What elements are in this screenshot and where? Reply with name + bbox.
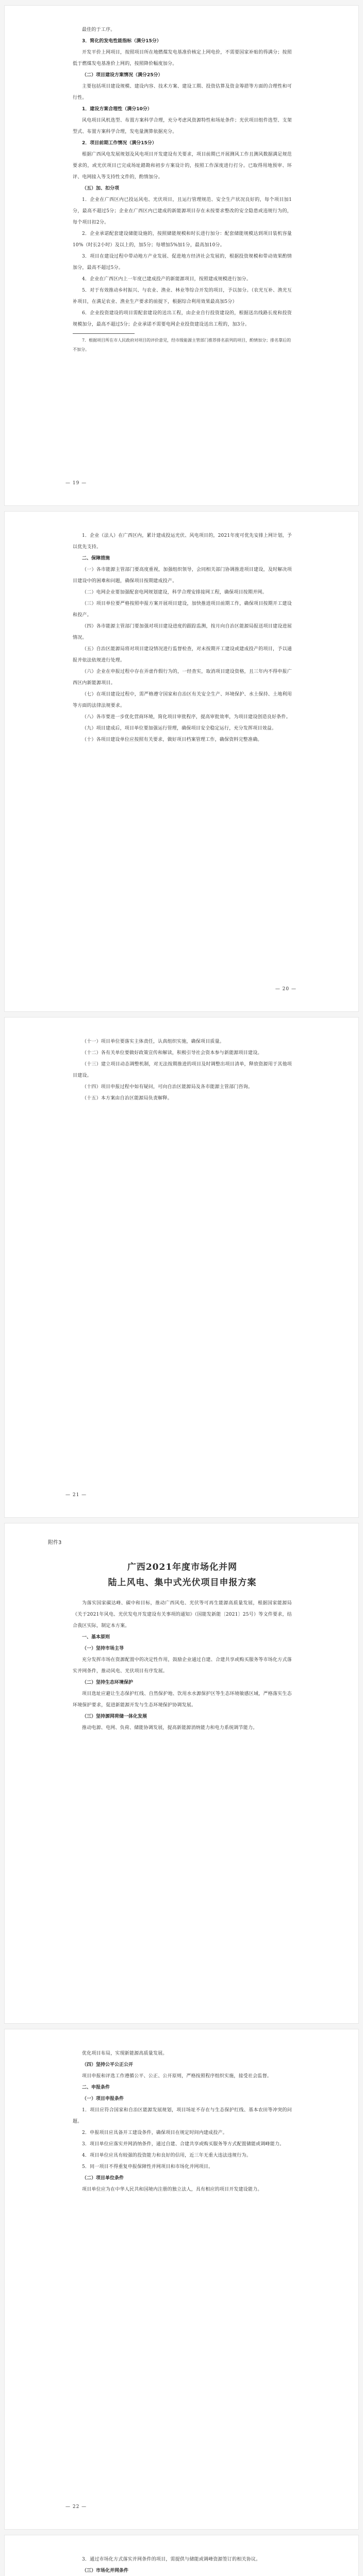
document-page [4, 1017, 359, 1518]
page-body [73, 2048, 292, 2195]
document-title-line: 广西2021年度市场化并网 [127, 1562, 238, 1572]
paragraph: 项目申报和评选工作遵循公平、公正、公开原则，严格按照程序组织实施，接受社会监督。 [82, 2074, 272, 2079]
paragraph: 1．项目应符合国家和自治区能源发展规划，项目场址不存在与生态保护红线、基本农田等冲突的问题。 [73, 2108, 292, 2124]
document-page [4, 1523, 359, 2024]
page-body [73, 1560, 292, 1734]
paragraph: 5．对于有效推动乡村振兴、与农业、渔业、林业等综合开发的项目，予以加分。（农光互补、渔光互补项目，在满足农业、渔业生产要求的前提下，根据综合利用效果最高加5分） [73, 288, 292, 304]
paragraph: 开发平价上网项目，按照项目所在地燃煤发电基准价核定上网电价，不需要国家补贴的得满分；按照低于燃煤发电基准价上网的，按照降价幅度加分。 [73, 50, 292, 66]
page-body [73, 1036, 292, 1104]
section-heading: （三）市场化并网条件 [82, 2568, 129, 2573]
section-heading: 二、保障措施 [82, 556, 110, 561]
document-title-line: 陆上风电、集中式光伏项目申报方案 [108, 1578, 257, 1588]
paragraph: （十）各项目建设单位应按照有关要求，做好项目档案管理工作，确保资料完整准确。 [82, 737, 262, 742]
paragraph: 充分发挥市场在资源配置中的决定性作用，鼓励企业通过自建、合建共享或购买服务等市场化方式落实并网条件，推动风电、光伏项目有序发展。 [73, 1657, 292, 1674]
document-page [4, 5, 359, 506]
page-number: — 19 — [65, 481, 87, 486]
paragraph: 3．项目在建设过程中带动地方产业发展、促进地方经济社会发展的，根据投资规模和带动效果酌情加分，最高不超过5分。 [73, 254, 292, 270]
section-heading: （一）坚持市场主导 [82, 1646, 124, 1651]
paragraph: 推动电源、电网、负荷、储能协调发展，提高新能源消纳能力和电力系统调节能力。 [82, 1725, 258, 1731]
section-heading: （二）项目单位条件 [82, 2176, 124, 2181]
page-number: — 22 — [65, 2504, 87, 2510]
paragraph: 2．企业承诺配套建设储能设施的，按照储能规模和时长进行加分：配套储能规模达到项目装机容量10%（时长2小时）及以上的，加5分；每增加5%加1分，最高加10分。 [73, 231, 292, 248]
paragraph: 根据广西风电发展规划及风电项目开发建设有关要求，项目前期已开展测风工作且测风数据满足规范要求的，或光伏项目已完成场址踏勘和初步方案设计的，按照工作深度进行打分。已取得用地预审、环评、电网接入等支持性文件的，酌情加分。 [73, 152, 292, 180]
section-heading: （三）坚持源网荷储一体化发展 [82, 1714, 147, 1719]
paragraph: 1．企业（法人）在广西区内，累计建成投运光伏、风电项目的，2021年度可优先安排上网计划，予以优先支持。 [73, 533, 292, 550]
document-page [4, 2535, 359, 2576]
paragraph: （三）项目单位要严格按照申报方案开展项目建设，加快推进项目前期工作，确保项目按期开工建设和投产。 [73, 601, 292, 618]
paragraph: 6．企业投资建设的项目需配套建设的送出工程，由企业自行投资建设的，根据送出线路长度和投资规模加分，最高不超过5分；企业承诺不需要电网企业投资建设送出工程的，加3分。 [73, 311, 292, 327]
paragraph: （十四）项目申报过程中如有疑问，可向自治区能源局及各市能源主管部门咨询。 [82, 1084, 253, 1090]
paragraph: 1．企业在广西区内已投运风电、光伏项目，且运行管理规范、安全生产状况良好的，每个项目加1分，最高不超过5分；企业在广西区内已建成的新能源项目存在未按要求整改的安全隐患或违规行为的，每个项目扣2分。 [73, 197, 292, 225]
paragraph: 最佳的于工序。 [82, 27, 116, 32]
footnote-rule [73, 333, 135, 334]
paragraph: （六）企业在申报过程中存在弄虚作假行为的，一经查实，取消项目建设资格，且三年内不得申报广西区内新能源项目。 [73, 669, 292, 686]
page-body [73, 24, 292, 354]
annex-label: 附件3 [48, 1540, 62, 1546]
section-heading: （五）加、扣分项 [82, 186, 120, 191]
paragraph: 主要包括项目建设规模、建设内容、技术方案、建设工期、投资估算及资金筹措等方面的合理性和可行性。 [73, 84, 292, 100]
paragraph: （一）各市能源主管部门要高度重视，加强组织领导，会同相关部门协调推进项目建设，及时解决项目建设中的困难和问题，确保项目按期建成投产。 [73, 567, 292, 584]
page-number: — 21 — [65, 1493, 87, 1498]
page-body [73, 530, 292, 745]
paragraph: （十三）建立项目动态调整机制，对无法按期推进的项目及时调整出项目清单，释放资源用于其他项目建设。 [73, 1062, 292, 1078]
paragraph: （五）自治区能源局将对项目建设情况进行监督检查，对未按期开工建设或建成投产的项目，予以通报并依法依规进行处理。 [73, 647, 292, 663]
section-heading: 2．项目前期工作情况（满分15分） [82, 141, 157, 146]
document-page [4, 2029, 359, 2530]
section-heading: （二）坚持生态环境保护 [82, 1680, 134, 1685]
section-heading: （四）坚持公平公正公开 [82, 2062, 134, 2067]
paragraph: 2．申报项目应具备开工建设条件，确保项目在规定时间内建成投产。 [82, 2130, 227, 2136]
paragraph: （九）项目建成后，项目单位要加强运行管理，确保项目安全稳定运行，充分发挥项目效益。 [82, 726, 277, 731]
paragraph: 4．项目单位应具有较强的投资能力和良好的信用，近三年无重大违法违规行为。 [82, 2153, 251, 2158]
paragraph: （十五）本方案由自治区能源局负责解释。 [82, 1096, 172, 1101]
document-page [4, 511, 359, 1012]
paragraph: 项目选址应避让生态保护红线、自然保护地、饮用水水源保护区等生态环境敏感区域，严格落实生态环境保护要求，促进新能源开发与生态环境保护协调发展。 [73, 1691, 292, 1708]
title-spacer [73, 1590, 292, 1598]
paragraph: 4．企业在广西区内上一年度已建成投产的新能源项目，按照建成规模进行加分。 [82, 277, 251, 282]
paragraph: 项目单位应为在中华人民共和国境内注册的独立法人，具有相应的项目开发建设能力。 [82, 2187, 262, 2192]
paragraph: （二）电网企业要加强配套电网规划建设，科学合理安排接网工程，确保项目按期并网。 [82, 590, 267, 595]
paragraph: （八）各市要进一步优化营商环境，简化项目审批程序，提高审批效率，为项目建设创造良好条件。 [82, 715, 291, 720]
paragraph: （十一）项目单位要落实主体责任，认真组织实施，确保项目质量。 [82, 1039, 225, 1044]
paragraph: 优化项目布局，实现新能源高质量发展。 [82, 2051, 168, 2056]
paragraph: 3．通过市场化方式落实并网条件的项目，需提供与储能或调峰资源签订的相关协议。 [82, 2557, 261, 2562]
page-body [73, 2554, 292, 2576]
paragraph: 5．同一项目不得重复申报保障性并网项目和市场化并网项目。 [82, 2164, 213, 2170]
section-heading: （二）项目建设方案情况（满分25分） [82, 73, 163, 78]
section-heading: 3．简化的发电性能指标（满分15分） [82, 39, 161, 44]
section-heading: 1．建设方案合理性（满分10分） [82, 107, 152, 112]
page-number: — 20 — [275, 987, 296, 992]
paragraph: 3．项目单位应落实并网消纳条件，通过自建、合建共享或购买服务等方式配置储能或调峰能力。 [82, 2142, 285, 2147]
section-heading: （一）项目申报条件 [82, 2096, 124, 2102]
paragraph: （七）在项目建设过程中，需严格遵守国家和自治区有关安全生产、环境保护、水土保持、土地利用等方面的法律法规要求。 [73, 692, 292, 708]
paragraph: 风电项目风机选型、布置方案科学合理，充分考虑风资源特性和场址条件；光伏项目组件选型、支架型式、布置方案科学合理，发电量测算依据充分。 [73, 118, 292, 134]
paragraph: 7．根据项目所在市人民政府对项目的评价意见，经市级能源主管部门推荐排名前列的项目，酌情加分；排名靠后的不加分。 [73, 338, 291, 352]
paragraph: （十二）各有关单位要做好政策宣传和解读，积极引导社会资本参与新能源项目建设。 [82, 1050, 262, 1056]
paragraph: （四）各市能源主管部门要加强对项目建设进度的跟踪监测，按月向自治区能源局报送项目建设进展情况。 [73, 624, 292, 640]
section-heading: 一、基本原则 [82, 1635, 110, 1640]
section-heading: 二、申报条件 [82, 2085, 110, 2090]
paragraph: 为落实国家碳达峰、碳中和目标，推动广西风电、光伏等可再生能源高质量发展，根据国家能源局《关于2021年风电、光伏发电开发建设有关事项的通知》（国能发新能〔2021〕25号）等文件要求，结合我区实际，制定本方案。 [73, 1601, 292, 1629]
